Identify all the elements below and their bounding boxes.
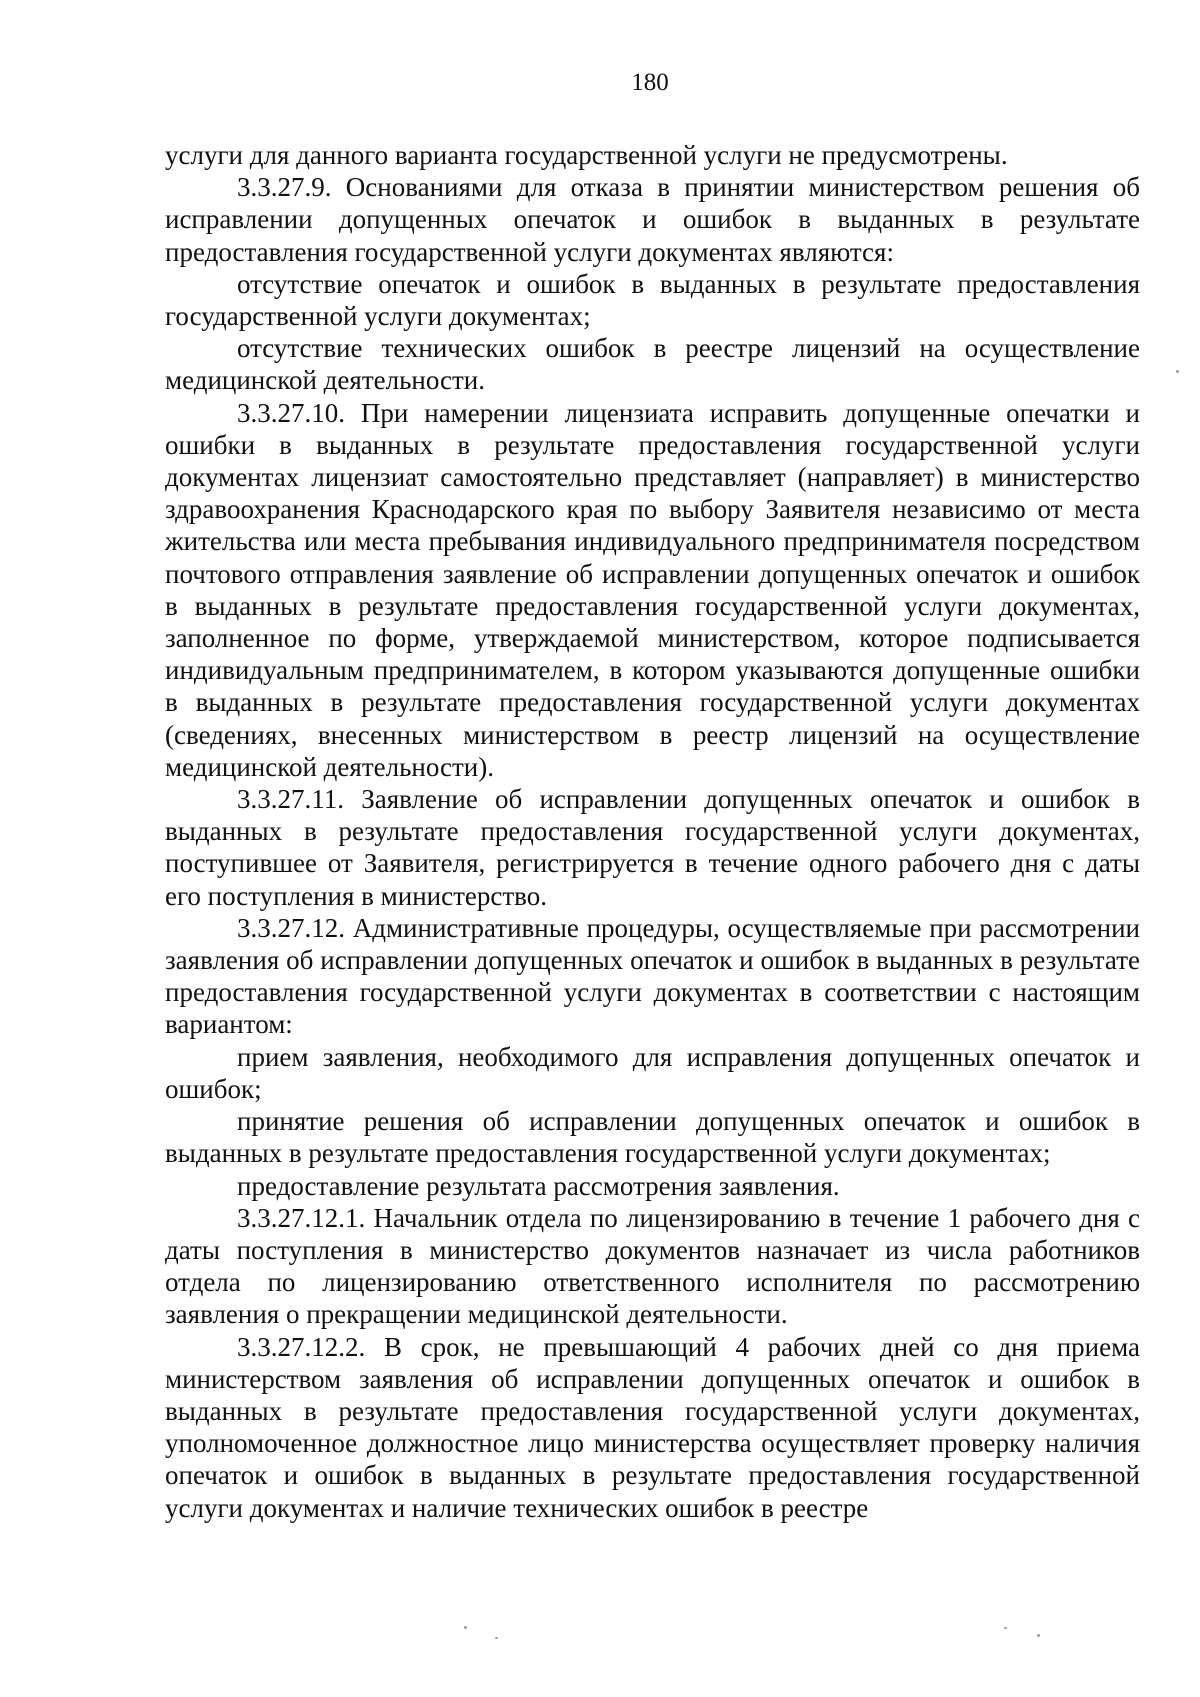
paragraph: принятие решения об исправлении допущенных опечаток и ошибок в выданных в результате предоставления государственной услуги документах; — [165, 1106, 1140, 1169]
paragraph: 3.3.27.12. Административные процедуры, осуществляемые при рассмотрении заявления об исправлении допущенных опечаток и ошибок в выданных в результате предоставления государственной услуги документах в соответствии с настоящим вариантом: — [165, 912, 1140, 1040]
paragraph: 3.3.27.12.2. В срок, не превышающий 4 рабочих дней со дня приема министерством заявления об исправлении допущенных опечаток и ошибок в выданных в результате предоставления государственной услуги документах, уполномоченное должностное лицо министерства осуществляет проверку наличия опечаток и ошибок в выданных в результате предоставления государственной услуги документах и наличие технических ошибок в реестре — [165, 1331, 1140, 1523]
paragraph: 3.3.27.12.1. Начальник отдела по лицензированию в течение 1 рабочего дня с даты поступления в министерство документов назначает из числа работников отдела по лицензированию ответственного исполнителя по рассмотрению заявления о прекращении медицинской деятельности. — [165, 1202, 1140, 1330]
paragraph: 3.3.27.9. Основаниями для отказа в принятии министерством решения об исправлении допущенных опечаток и ошибок в выданных в результате предоставления государственной услуги документах являются: — [165, 172, 1140, 267]
scan-speck — [1037, 1634, 1040, 1637]
paragraph: отсутствие технических ошибок в реестре лицензий на осуществление медицинской деятельности. — [165, 333, 1140, 396]
paragraph: предоставление результата рассмотрения заявления. — [237, 1170, 840, 1201]
paragraph: услуги для данного варианта государственной услуги не предусмотрены. — [165, 140, 1008, 170]
scan-speck — [1176, 370, 1179, 373]
paragraph: отсутствие опечаток и ошибок в выданных в результате предоставления государственной услуги документах; — [165, 268, 1140, 332]
paragraph: 3.3.27.11. Заявление об исправлении допущенных опечаток и ошибок в выданных в результате предоставления государственной услуги документах, поступившее от Заявителя, регистрируется в течение одного рабочего дня с даты его поступления в министерство. — [165, 784, 1140, 911]
scan-speck — [495, 1637, 498, 1639]
paragraph: прием заявления, необходимого для исправления допущенных опечаток и ошибок; — [165, 1041, 1140, 1104]
page-number: 180 — [631, 69, 669, 96]
scan-speck — [1004, 1627, 1007, 1629]
paragraph: 3.3.27.10. При намерении лицензиата исправить допущенные опечатки и ошибки в выданных в результате предоставления государственной услуги документах лицензиат самостоятельно представляет (направляет) в министерство здравоохранения Краснодарского края по выбору Заявителя независимо от места жительства или места пребывания индивидуального предпринимателя посредством почтового отправления заявление об исправлении допущенных опечаток и ошибок в выданных в результате предоставления государственной услуги документах, заполненное по форме, утверждаемой министерством, которое подписывается индивидуальным предпринимателем, в котором указываются допущенные ошибки в выданных в результате предоставления государственной услуги документах (сведениях, внесенных министерством в реестр лицензий на осуществление медицинской деятельности). — [165, 397, 1140, 782]
body-text — [165, 139, 1140, 1524]
scan-speck — [464, 1626, 467, 1629]
